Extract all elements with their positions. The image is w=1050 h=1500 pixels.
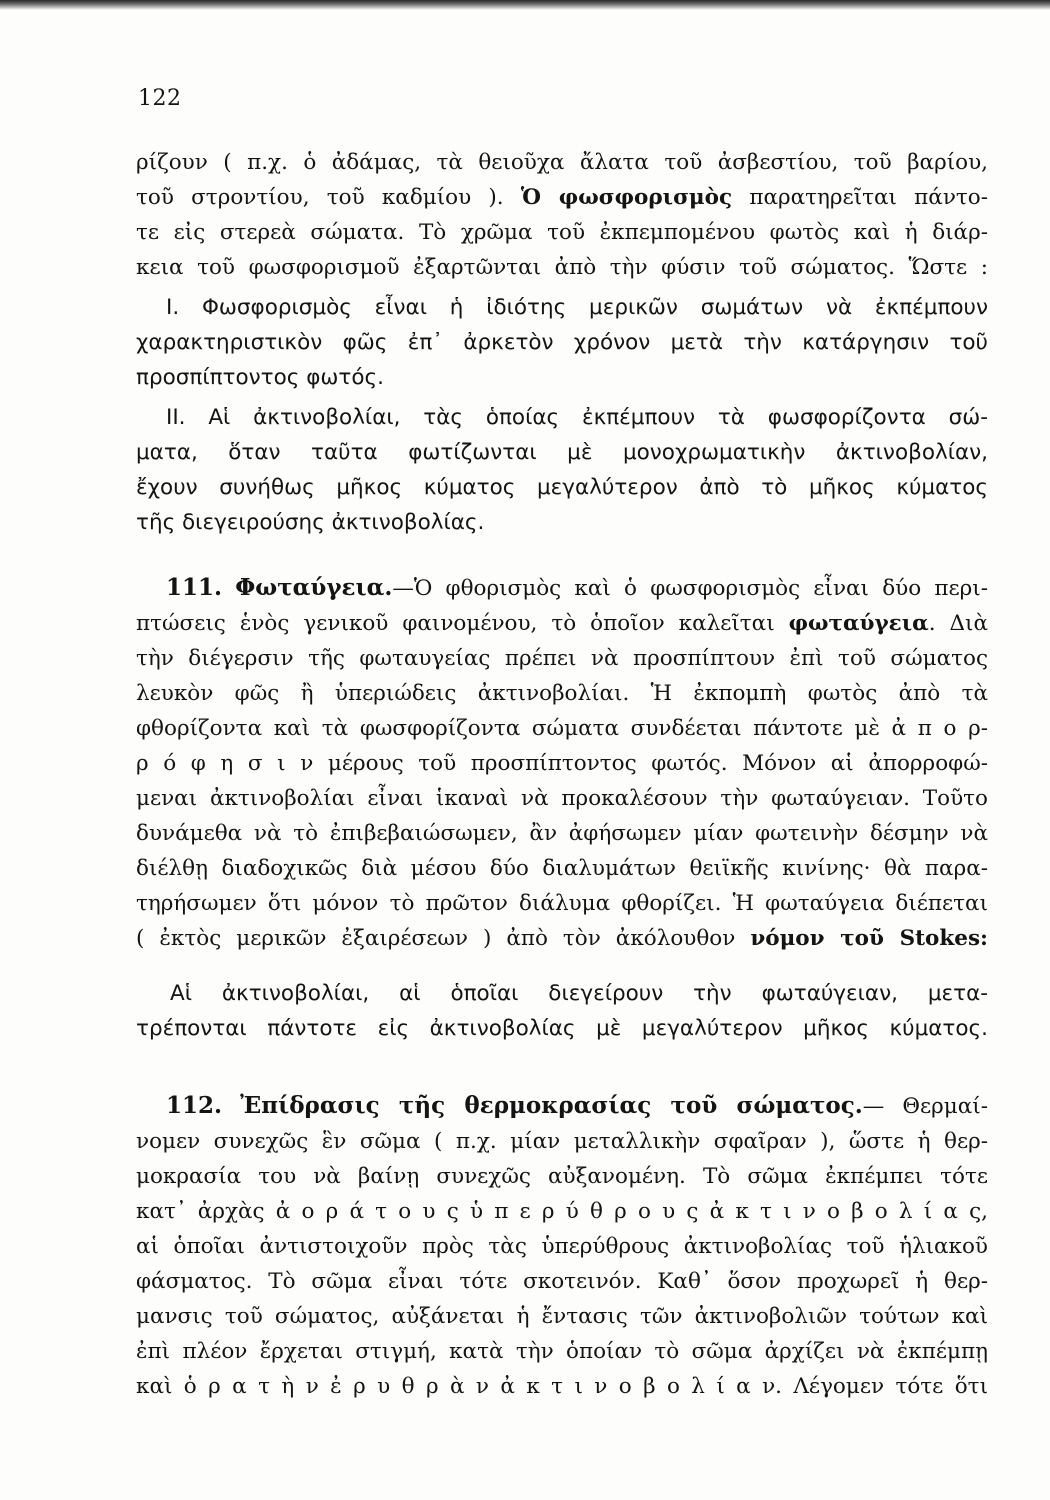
text-line: μανσις τοῦ σώματος, αὐξάνεται ἡ ἔντασις τῶν ἀκτινοβολιῶν τούτων καὶ: [136, 1304, 988, 1329]
scan-edge: [0, 0, 1050, 10]
text-line: κεια τοῦ φωσφορισμοῦ ἐξαρτῶνται ἀπὸ τὴν φύσιν τοῦ σώματος. Ὥστε :: [136, 255, 988, 280]
text-line: ἔχουν συνήθως μῆκος κύματος μεγαλύτερον ἀπὸ τὸ μῆκος κύματος: [136, 475, 988, 500]
text-line: μοκρασία του νὰ βαίνῃ συνεχῶς αὐξανομένη. Τὸ σῶμα ἐκπέμπει τότε: [136, 1164, 988, 1189]
text-line: νομεν συνεχῶς ἓν σῶμα ( π.χ. μίαν μεταλλικὴν σφαῖραν ), ὥστε ἡ θερ-: [136, 1129, 988, 1154]
text-line: φάσματος. Τὸ σῶμα εἶναι τότε σκοτεινόν. Καθ᾽ ὅσον προχωρεῖ ἡ θερ-: [136, 1269, 988, 1294]
section-111: [136, 570, 988, 956]
term-stokes-law: νόμον τοῦ Stokes:: [750, 926, 988, 951]
text-line: προσπίπτοντος φωτός.: [136, 365, 384, 390]
rule-2-paragraph: [136, 400, 988, 540]
section-number: 111.: [166, 574, 223, 601]
text-line: αἱ ὁποῖαι ἀντιστοιχοῦν πρὸς τὰς ὑπερύθρους ἀκτινοβολίας τοῦ ἡλιακοῦ: [136, 1234, 988, 1259]
text-line: τρέπονται πάντοτε εἰς ἀκτινοβολίας μὲ μεγαλύτερον μῆκος κύματος.: [136, 1016, 988, 1041]
text-line: τοῦ στροντίου, τοῦ καδμίου ). Ὁ φωσφορισμὸς παρατηρεῖται πάντο-: [136, 185, 988, 210]
term-photoluminescence: φωταύγεια: [788, 611, 929, 636]
section-112-heading-line: 112. Ἐπίδρασις τῆς θερμοκρασίας τοῦ σώματος.— Θερμαί-: [166, 1092, 988, 1119]
section-number: 112.: [166, 1092, 223, 1119]
page-number: 122: [138, 86, 182, 111]
text-line: II. Αἱ ἀκτινοβολίαι, τὰς ὁποίας ἐκπέμπουν τὰ φωσφορίζοντα σώ-: [166, 405, 988, 430]
text-line: τῆς διεγειρούσης ἀκτινοβολίας.: [136, 510, 485, 535]
text-line: μεναι ἀκτινοβολίαι εἶναι ἱκαναὶ νὰ προκαλέσουν τὴν φωταύγειαν. Τοῦτο: [136, 786, 988, 811]
text-line: τὴν διέγερσιν τῆς φωταυγείας πρέπει νὰ προσπίπτουν ἐπὶ τοῦ σώματος: [136, 646, 988, 671]
page-body: [136, 145, 988, 1404]
section-title: Ἐπίδρασις τῆς θερμοκρασίας τοῦ σώματος.: [240, 1092, 863, 1119]
text-line: τηρήσωμεν ὅτι μόνον τὸ πρῶτον διάλυμα φθορίζει. Ἡ φωταύγεια διέπεται: [136, 891, 988, 916]
text-line: τε εἰς στερεὰ σώματα. Τὸ χρῶμα τοῦ ἐκπεμπομένου φωτὸς καὶ ἡ διάρ-: [136, 220, 988, 245]
term-phosphorescence: Ὁ φωσφορισμὸς: [520, 185, 733, 210]
text-line: φθορίζοντα καὶ τὰ φωσφορίζοντα σώματα συνδέεται πάντοτε μὲ ἀ π ο ρ-: [136, 716, 988, 741]
text-line: χαρακτηριστικὸν φῶς ἐπ᾽ ἀρκετὸν χρόνον μετὰ τὴν κατάργησιν τοῦ: [136, 330, 988, 355]
section-111-heading-line: 111. Φωταύγεια.—Ὁ φθορισμὸς καὶ ὁ φωσφορισμὸς εἶναι δύο περι-: [166, 574, 988, 601]
text-line: πτώσεις ἑνὸς γενικοῦ φαινομένου, τὸ ὁποῖον καλεῖται φωταύγεια. Διὰ: [136, 611, 988, 636]
intro-paragraph: [136, 145, 988, 285]
text-line: διέλθῃ διαδοχικῶς διὰ μέσου δύο διαλυμάτων θειϊκῆς κινίνης· θὰ παρα-: [136, 856, 988, 881]
text-line: Αἱ ἀκτινοβολίαι, αἱ ὁποῖαι διεγείρουν τὴν φωταύγειαν, μετα-: [170, 981, 988, 1006]
stokes-law-statement: [136, 976, 988, 1046]
text-line: ( ἐκτὸς μερικῶν ἐξαιρέσεων ) ἀπὸ τὸν ἀκόλουθον νόμον τοῦ Stokes:: [136, 926, 988, 951]
section-112: [136, 1088, 988, 1404]
text-line: καὶ ὁ ρ α τ ὴ ν ἐ ρ υ θ ρ ὰ ν ἀ κ τ ι ν ο β ο λ ί α ν. Λέγομεν τότε ὅτι: [136, 1374, 988, 1399]
section-title: Φωταύγεια.: [235, 574, 393, 601]
text-line: δυνάμεθα νὰ τὸ ἐπιβεβαιώσωμεν, ἂν ἀφήσωμεν μίαν φωτεινὴν δέσμην νὰ: [136, 821, 988, 846]
rule-1-paragraph: [136, 290, 988, 395]
text-line: ματα, ὅταν ταῦτα φωτίζωνται μὲ μονοχρωματικὴν ἀκτινοβολίαν,: [136, 440, 988, 465]
text-line: λευκὸν φῶς ἢ ὑπεριώδεις ἀκτινοβολίαι. Ἡ ἐκπομπὴ φωτὸς ἀπὸ τὰ: [136, 681, 988, 706]
text-line: ἐπὶ πλέον ἔρχεται στιγμή, κατὰ τὴν ὁποίαν τὸ σῶμα ἀρχίζει νὰ ἐκπέμπῃ: [136, 1339, 988, 1364]
text-line: ρίζουν ( π.χ. ὁ ἀδάμας, τὰ θειοῦχα ἄλατα τοῦ ἀσβεστίου, τοῦ βαρίου,: [136, 150, 988, 175]
text-line: κατ᾽ ἀρχὰς ἀ ο ρ ά τ ο υ ς ὑ π ε ρ ύ θ ρ ο υ ς ἀ κ τ ι ν ο β ο λ ί α ς,: [136, 1199, 988, 1224]
text-line: ρ ό φ η σ ι ν μέρους τοῦ προσπίπτοντος φωτός. Μόνον αἱ ἀπορροφώ-: [136, 751, 988, 776]
text-line: I. Φωσφορισμὸς εἶναι ἡ ἰδιότης μερικῶν σωμάτων νὰ ἐκπέμπουν: [166, 295, 988, 320]
